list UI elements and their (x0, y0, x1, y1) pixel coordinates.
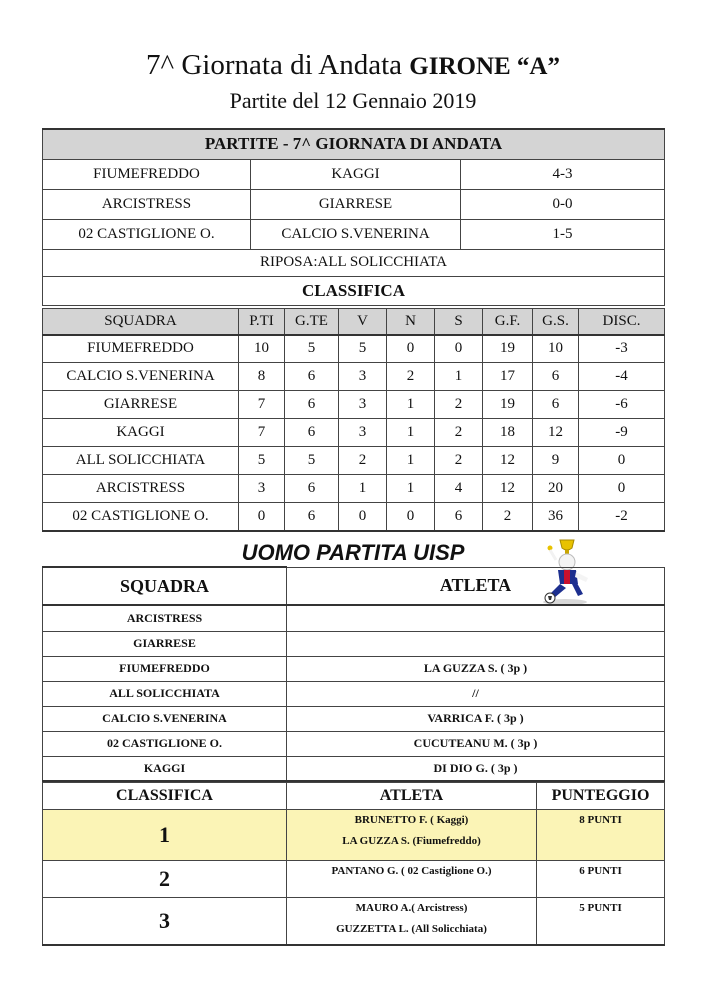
standings-cell: 1 (387, 419, 435, 447)
match-row (43, 159, 665, 189)
standings-col-header: G.F. (483, 309, 533, 335)
standings-cell: 6 (435, 503, 483, 531)
page-title (0, 48, 706, 84)
ranking-points: 8 PUNTI (537, 810, 665, 861)
standings-cell: 4 (435, 475, 483, 503)
mvp-col-team: SQUADRA (43, 567, 287, 605)
mvp-row (43, 756, 665, 781)
mvp-athlete (287, 631, 665, 656)
ranking-col-points: PUNTEGGIO (537, 783, 665, 810)
standings-cell: 6 (285, 419, 339, 447)
match-away: CALCIO S.VENERINA (251, 219, 461, 249)
standings-cell: 7 (239, 419, 285, 447)
standings-cell: 2 (339, 447, 387, 475)
standings-cell: 9 (533, 447, 579, 475)
standings-cell: 1 (387, 391, 435, 419)
standings-col-header: P.TI (239, 309, 285, 335)
standings-heading: CLASSIFICA (43, 276, 665, 305)
ranking-col-athlete: ATLETA (287, 783, 537, 810)
mvp-col-athlete: ATLETA (287, 567, 665, 605)
standings-cell: 8 (239, 363, 285, 391)
standings-cell: 5 (339, 335, 387, 363)
ranking-athlete: PANTANO G. ( 02 Castiglione O.) (331, 865, 492, 877)
mvp-team: FIUMEFREDDO (43, 656, 287, 681)
mvp-team: KAGGI (43, 756, 287, 781)
standings-cell: 1 (387, 475, 435, 503)
standings-cell: 0 (239, 503, 285, 531)
standings-cell: 6 (285, 363, 339, 391)
standings-cell: 5 (285, 447, 339, 475)
standings-row (43, 391, 665, 419)
ranking-athletes (287, 898, 537, 945)
standings-cell: -2 (579, 503, 665, 531)
ranking-athletes (287, 810, 537, 861)
standings-cell: 10 (533, 335, 579, 363)
standings-cell: 0 (579, 447, 665, 475)
standings-row (43, 503, 665, 531)
standings-cell: -3 (579, 335, 665, 363)
standings-cell: 6 (285, 503, 339, 531)
standings-cell: 12 (483, 475, 533, 503)
standings-cell: 3 (339, 391, 387, 419)
ranking-position: 2 (43, 861, 287, 898)
match-row (43, 219, 665, 249)
standings-team: KAGGI (43, 419, 239, 447)
standings-cell: 1 (339, 475, 387, 503)
mvp-athlete (287, 605, 665, 631)
ranking-row (43, 810, 665, 861)
matches-heading: PARTITE - 7^ GIORNATA DI ANDATA (43, 129, 665, 159)
standings-col-header: V (339, 309, 387, 335)
standings-team: GIARRESE (43, 391, 239, 419)
athlete-ranking-table (42, 782, 665, 946)
mvp-athlete: VARRICA F. ( 3p ) (287, 706, 665, 731)
standings-col-header: N (387, 309, 435, 335)
standings-col-header: SQUADRA (43, 309, 239, 335)
standings-cell: 17 (483, 363, 533, 391)
standings-cell: -6 (579, 391, 665, 419)
title-group: GIRONE “A” (409, 53, 560, 80)
mvp-row (43, 656, 665, 681)
ranking-athlete: MAURO A.( Arcistress) (355, 902, 468, 914)
ranking-athlete: GUZZETTA L. (All Solicchiata) (336, 923, 487, 935)
ranking-athlete: BRUNETTO F. ( Kaggi) (354, 814, 469, 826)
standings-col-header: G.TE (285, 309, 339, 335)
mvp-team: ARCISTRESS (43, 605, 287, 631)
standings-col-header: G.S. (533, 309, 579, 335)
standings-cell: 2 (435, 391, 483, 419)
standings-cell: 0 (387, 503, 435, 531)
standings-team: ALL SOLICCHIATA (43, 447, 239, 475)
standings-cell: 6 (285, 475, 339, 503)
rest-team: RIPOSA:ALL SOLICCHIATA (43, 249, 665, 276)
standings-team: CALCIO S.VENERINA (43, 363, 239, 391)
matches-table (42, 128, 665, 306)
ranking-athletes (287, 861, 537, 898)
ranking-athlete: LA GUZZA S. (Fiumefreddo) (342, 835, 481, 847)
mvp-row (43, 605, 665, 631)
page-subtitle: Partite del 12 Gennaio 2019 (229, 88, 477, 113)
standings-cell: 36 (533, 503, 579, 531)
standings-row (43, 419, 665, 447)
standings-cell: 2 (387, 363, 435, 391)
mvp-row (43, 631, 665, 656)
match-away: KAGGI (251, 159, 461, 189)
standings-cell: -9 (579, 419, 665, 447)
standings-cell: 2 (483, 503, 533, 531)
standings-cell: 5 (239, 447, 285, 475)
mvp-row (43, 681, 665, 706)
standings-cell: 3 (339, 363, 387, 391)
standings-header-row (43, 309, 665, 335)
ranking-col-rank: CLASSIFICA (43, 783, 287, 810)
standings-cell: 1 (387, 447, 435, 475)
standings-cell: 12 (483, 447, 533, 475)
standings-cell: 5 (285, 335, 339, 363)
standings-col-header: S (435, 309, 483, 335)
mvp-athlete: // (287, 681, 665, 706)
standings-team: ARCISTRESS (43, 475, 239, 503)
mvp-team: ALL SOLICCHIATA (43, 681, 287, 706)
match-score: 0-0 (461, 189, 665, 219)
standings-cell: 6 (533, 363, 579, 391)
mvp-table (42, 566, 665, 782)
ranking-points: 6 PUNTI (537, 861, 665, 898)
match-home: FIUMEFREDDO (43, 159, 251, 189)
ranking-points: 5 PUNTI (537, 898, 665, 945)
mvp-athlete: LA GUZZA S. ( 3p ) (287, 656, 665, 681)
mvp-athlete: DI DIO G. ( 3p ) (287, 756, 665, 781)
mvp-row (43, 731, 665, 756)
match-home: ARCISTRESS (43, 189, 251, 219)
mvp-athlete: CUCUTEANU M. ( 3p ) (287, 731, 665, 756)
match-score: 4-3 (461, 159, 665, 189)
mvp-heading: UOMO PARTITA UISP (241, 540, 465, 565)
match-score: 1-5 (461, 219, 665, 249)
standings-cell: 10 (239, 335, 285, 363)
standings-table (42, 308, 665, 532)
standings-cell: 7 (239, 391, 285, 419)
standings-cell: 18 (483, 419, 533, 447)
standings-team: 02 CASTIGLIONE O. (43, 503, 239, 531)
mvp-team: 02 CASTIGLIONE O. (43, 731, 287, 756)
standings-cell: 19 (483, 335, 533, 363)
standings-cell: 0 (387, 335, 435, 363)
mvp-row (43, 706, 665, 731)
ranking-header-row (43, 783, 665, 810)
standings-cell: 0 (579, 475, 665, 503)
standings-cell: 20 (533, 475, 579, 503)
standings-cell: -4 (579, 363, 665, 391)
standings-team: FIUMEFREDDO (43, 335, 239, 363)
standings-row (43, 475, 665, 503)
standings-cell: 0 (339, 503, 387, 531)
mvp-header-row (43, 567, 665, 605)
match-away: GIARRESE (251, 189, 461, 219)
standings-cell: 2 (435, 447, 483, 475)
standings-cell: 12 (533, 419, 579, 447)
standings-row (43, 335, 665, 363)
standings-row (43, 363, 665, 391)
standings-cell: 3 (339, 419, 387, 447)
standings-cell: 0 (435, 335, 483, 363)
match-home: 02 CASTIGLIONE O. (43, 219, 251, 249)
mvp-team: GIARRESE (43, 631, 287, 656)
standings-cell: 1 (435, 363, 483, 391)
ranking-row (43, 861, 665, 898)
standings-cell: 6 (533, 391, 579, 419)
standings-col-header: DISC. (579, 309, 665, 335)
mvp-team: CALCIO S.VENERINA (43, 706, 287, 731)
ranking-position: 1 (43, 810, 287, 861)
standings-cell: 3 (239, 475, 285, 503)
match-row (43, 189, 665, 219)
title-main: 7^ Giornata di Andata (146, 49, 403, 81)
standings-row (43, 447, 665, 475)
standings-cell: 6 (285, 391, 339, 419)
ranking-row (43, 898, 665, 945)
ranking-position: 3 (43, 898, 287, 945)
standings-cell: 2 (435, 419, 483, 447)
standings-cell: 19 (483, 391, 533, 419)
